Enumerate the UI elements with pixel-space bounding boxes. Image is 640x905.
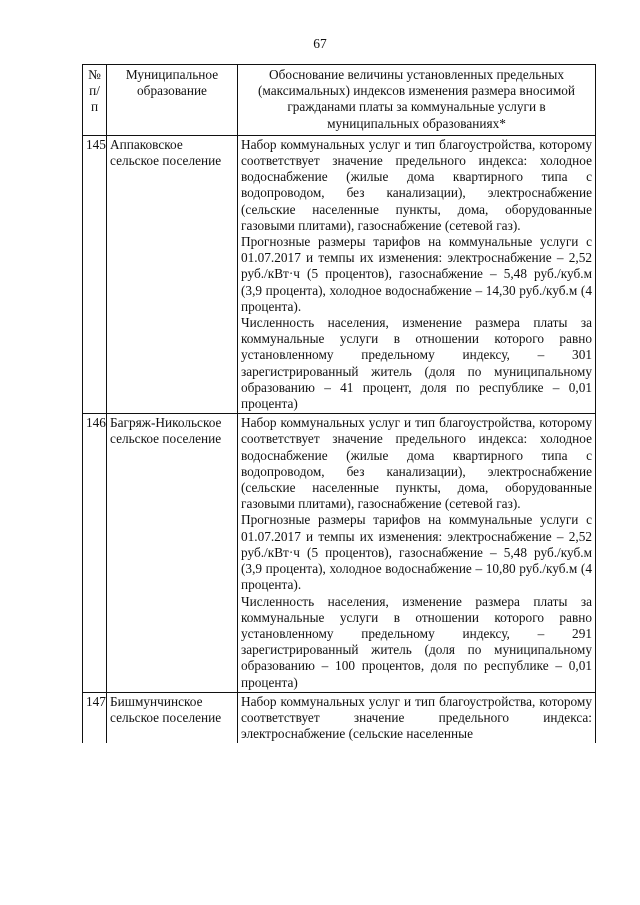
justification-paragraph: Численность населения, изменение размера платы за коммунальные услуги в отношении которого равно установленному предельному индексу, – 301 зарегистрированный житель (доля по муниципальному образованию – 41 процент, доля по республике – 0,01 процента) <box>241 315 592 412</box>
header-justification: Обоснование величины установленных предельных (максимальных) индексов изменения размера вносимой гражданами платы за коммунальные услуги в муниципальных образованиях* <box>238 65 596 136</box>
justification-cell <box>238 692 596 743</box>
justification-paragraph: Прогнозные размеры тарифов на коммунальные услуги с 01.07.2017 и темпы их изменения: электроснабжение – 2,52 руб./кВт·ч (5 процентов), газоснабжение – 5,48 руб./куб.м (3,9 процента), холодное водоснабжение – 10,80 руб./куб.м (4 процента). <box>241 512 592 593</box>
justification-cell <box>238 414 596 692</box>
municipality-name: Аппаковское сельское поселение <box>107 135 238 413</box>
header-num: № п/п <box>83 65 107 136</box>
justification-paragraph: Прогнозные размеры тарифов на коммунальные услуги с 01.07.2017 и темпы их изменения: электроснабжение – 2,52 руб./кВт·ч (5 процентов), газоснабжение – 5,48 руб./куб.м (3,9 процента), холодное водоснабжение – 14,30 руб./куб.м (4 процента). <box>241 234 592 314</box>
row-number: 146 <box>83 414 107 692</box>
row-number: 147 <box>83 692 107 743</box>
table-header-row <box>83 65 596 136</box>
municipality-name: Багряж-Никольское сельское поселение <box>107 414 238 692</box>
table-row <box>83 414 596 692</box>
table-row <box>83 692 596 743</box>
page-number: 67 <box>313 36 327 51</box>
justification-paragraph: Набор коммунальных услуг и тип благоустройства, которому соответствует значение предельного индекса: холодное водоснабжение (жилые дома квартирного типа с водопроводом, без канализации), электроснабжение (сельские населенные пункты, дома, оборудованные газовыми плитами), газоснабжение (сетевой газ). <box>241 415 592 512</box>
justification-paragraph: Численность населения, изменение размера платы за коммунальные услуги в отношении которого равно установленному предельному индексу, – 291 зарегистрированный житель (доля по муниципальному образованию – 100 процентов, доля по республике – 0,01 процента) <box>241 593 592 690</box>
indices-table <box>82 64 596 743</box>
justification-paragraph: Набор коммунальных услуг и тип благоустройства, которому соответствует значение предельного индекса: холодное водоснабжение (жилые дома квартирного типа с водопроводом, без канализации), электроснабжение (сельские населенные пункты, дома, оборудованные газовыми плитами), газоснабжение (сетевой газ). <box>241 136 592 233</box>
row-number: 145 <box>83 135 107 413</box>
municipality-name: Бишмунчинское сельское поселение <box>107 692 238 743</box>
table-row <box>83 135 596 413</box>
justification-cell <box>238 135 596 413</box>
header-municipality: Муниципальное образование <box>107 65 238 136</box>
justification-paragraph: Набор коммунальных услуг и тип благоустройства, которому соответствует значение предельного индекса: электроснабжение (сельские населенные <box>241 693 592 742</box>
